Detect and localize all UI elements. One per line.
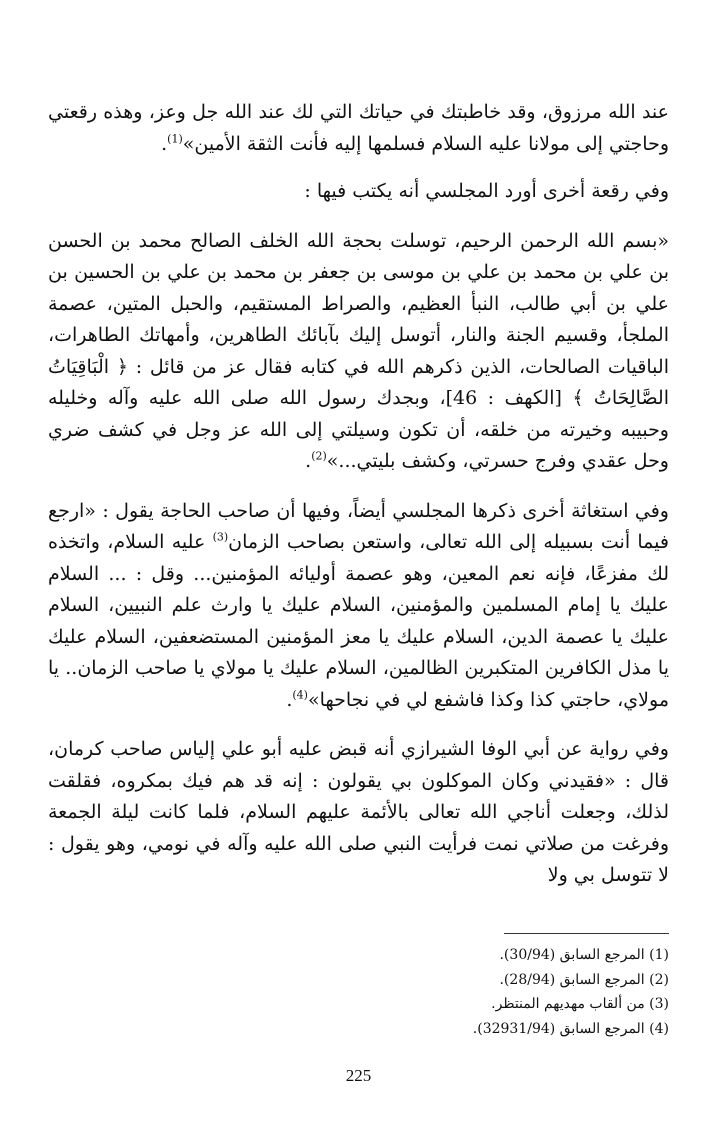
- paragraph-text: عند الله مرزوق، وقد خاطبتك في حياتك التي لك عند الله جل وعز، وهذه رقعتي وحاجتي إلى مولانا عليه السلام فسلمها إليه فأنت الثقة الأمين»: [48, 101, 669, 155]
- footnote-ref-2: (2): [311, 449, 327, 463]
- paragraph-5: [48, 734, 669, 892]
- footnote-ref-3: (3): [212, 530, 229, 544]
- paragraph-1: [48, 97, 669, 160]
- footnote-divider: [504, 933, 669, 934]
- paragraph-4: [48, 496, 669, 717]
- paragraph-tail: .: [161, 132, 168, 155]
- footnote-4: (4) المرجع السابق (32931/94).: [472, 1020, 669, 1037]
- footnote-1: (1) المرجع السابق (30/94).: [499, 947, 669, 963]
- footnote-2: (2) المرجع السابق (28/94).: [499, 971, 669, 988]
- paragraph-text: «بسم الله الرحمن الرحيم، توسلت بحجة الله الخلف الصالح محمد بن الحسن بن علي بن محمد بن علي بن موسى بن جعفر بن محمد بن علي بن الحسين بن علي بن أبي طالب، النبأ العظيم، والصراط المستقيم، والحبل المتين، عصمة الملجأ، وقسيم الجنة والنار، أتوسل إليك بآبائك الطاهرين، وأمهاتك الطاهرات، الباقيات الصالحات، الذين ذكرهم الله في كتابه فقال عز من قائل : ﴿ الْبَاقِيَاتُ الصَّالِحَاتُ ﴾ [الكهف : 46]، وبجدك رسول الله صلى الله عليه وآله وخليله وحبيبه وخيرته من خلقه، أن تكون وسيلتي إلى الله عز وجل في كشف ضري وحل عقدي وفرج حسرتي، وكشف بليتي...»: [48, 229, 669, 472]
- paragraph-2: [48, 176, 669, 208]
- footnote-ref-4: (4): [292, 688, 308, 702]
- paragraph-text: وفي استغاثة أخرى ذكرها المجلسي أيضاً، وفيها أن صاحب الحاجة يقول : «ارجع فيما أنت بسبيله إلى الله تعالى، واستعن بصاحب الزمان: [48, 499, 669, 553]
- footnote-3: (3) من ألقاب مهديهم المنتظر.: [491, 996, 669, 1012]
- page-number: 225: [345, 1066, 372, 1085]
- body-text: [48, 97, 669, 892]
- paragraph-tail: .: [305, 450, 312, 472]
- footnotes: [200, 943, 669, 1041]
- paragraph-text: وفي رقعة أخرى أورد المجلسي أنه يكتب فيها :: [304, 180, 669, 202]
- paragraph-text-continued: عليه السلام، واتخذه لك مفزعًا، فإنه نعم المعين، وهو عصمة أوليائه المؤمنين... وقل : ... السلام عليك يا إمام المسلمين والمؤمنين، السلام عليك يا وارث علم النبيين، السلام عليك يا عصمة الدين، السلام عليك يا معز المؤمنين المستضعفين، السلام عليك يا مذل الكافرين المتكبرين الظالمين، السلام عليك يا مولاي يا صاحب الزمان.. يا مولاي، حاجتي كذا وكذا فاشفع لي في نجاحها»: [48, 531, 669, 711]
- paragraph-3: [48, 226, 669, 478]
- paragraph-tail: .: [286, 688, 293, 711]
- footnote-ref-1: (1): [167, 132, 183, 146]
- paragraph-text: وفي رواية عن أبي الوفا الشيرازي أنه قبض عليه أبو علي إلياس صاحب كرمان، قال : «فقيدني وكان الموكلون بي يقولون : إنه قد هم فيك بمكروه، فقلقت لذلك، وجعلت أناجي الله تعالى بالأئمة عليهم السلام، فلما كانت ليلة الجمعة وفرغت من صلاتي نمت فرأيت النبي صلى الله عليه وآله في نومي، وهو يقول : لا تتوسل بي ولا: [48, 738, 669, 886]
